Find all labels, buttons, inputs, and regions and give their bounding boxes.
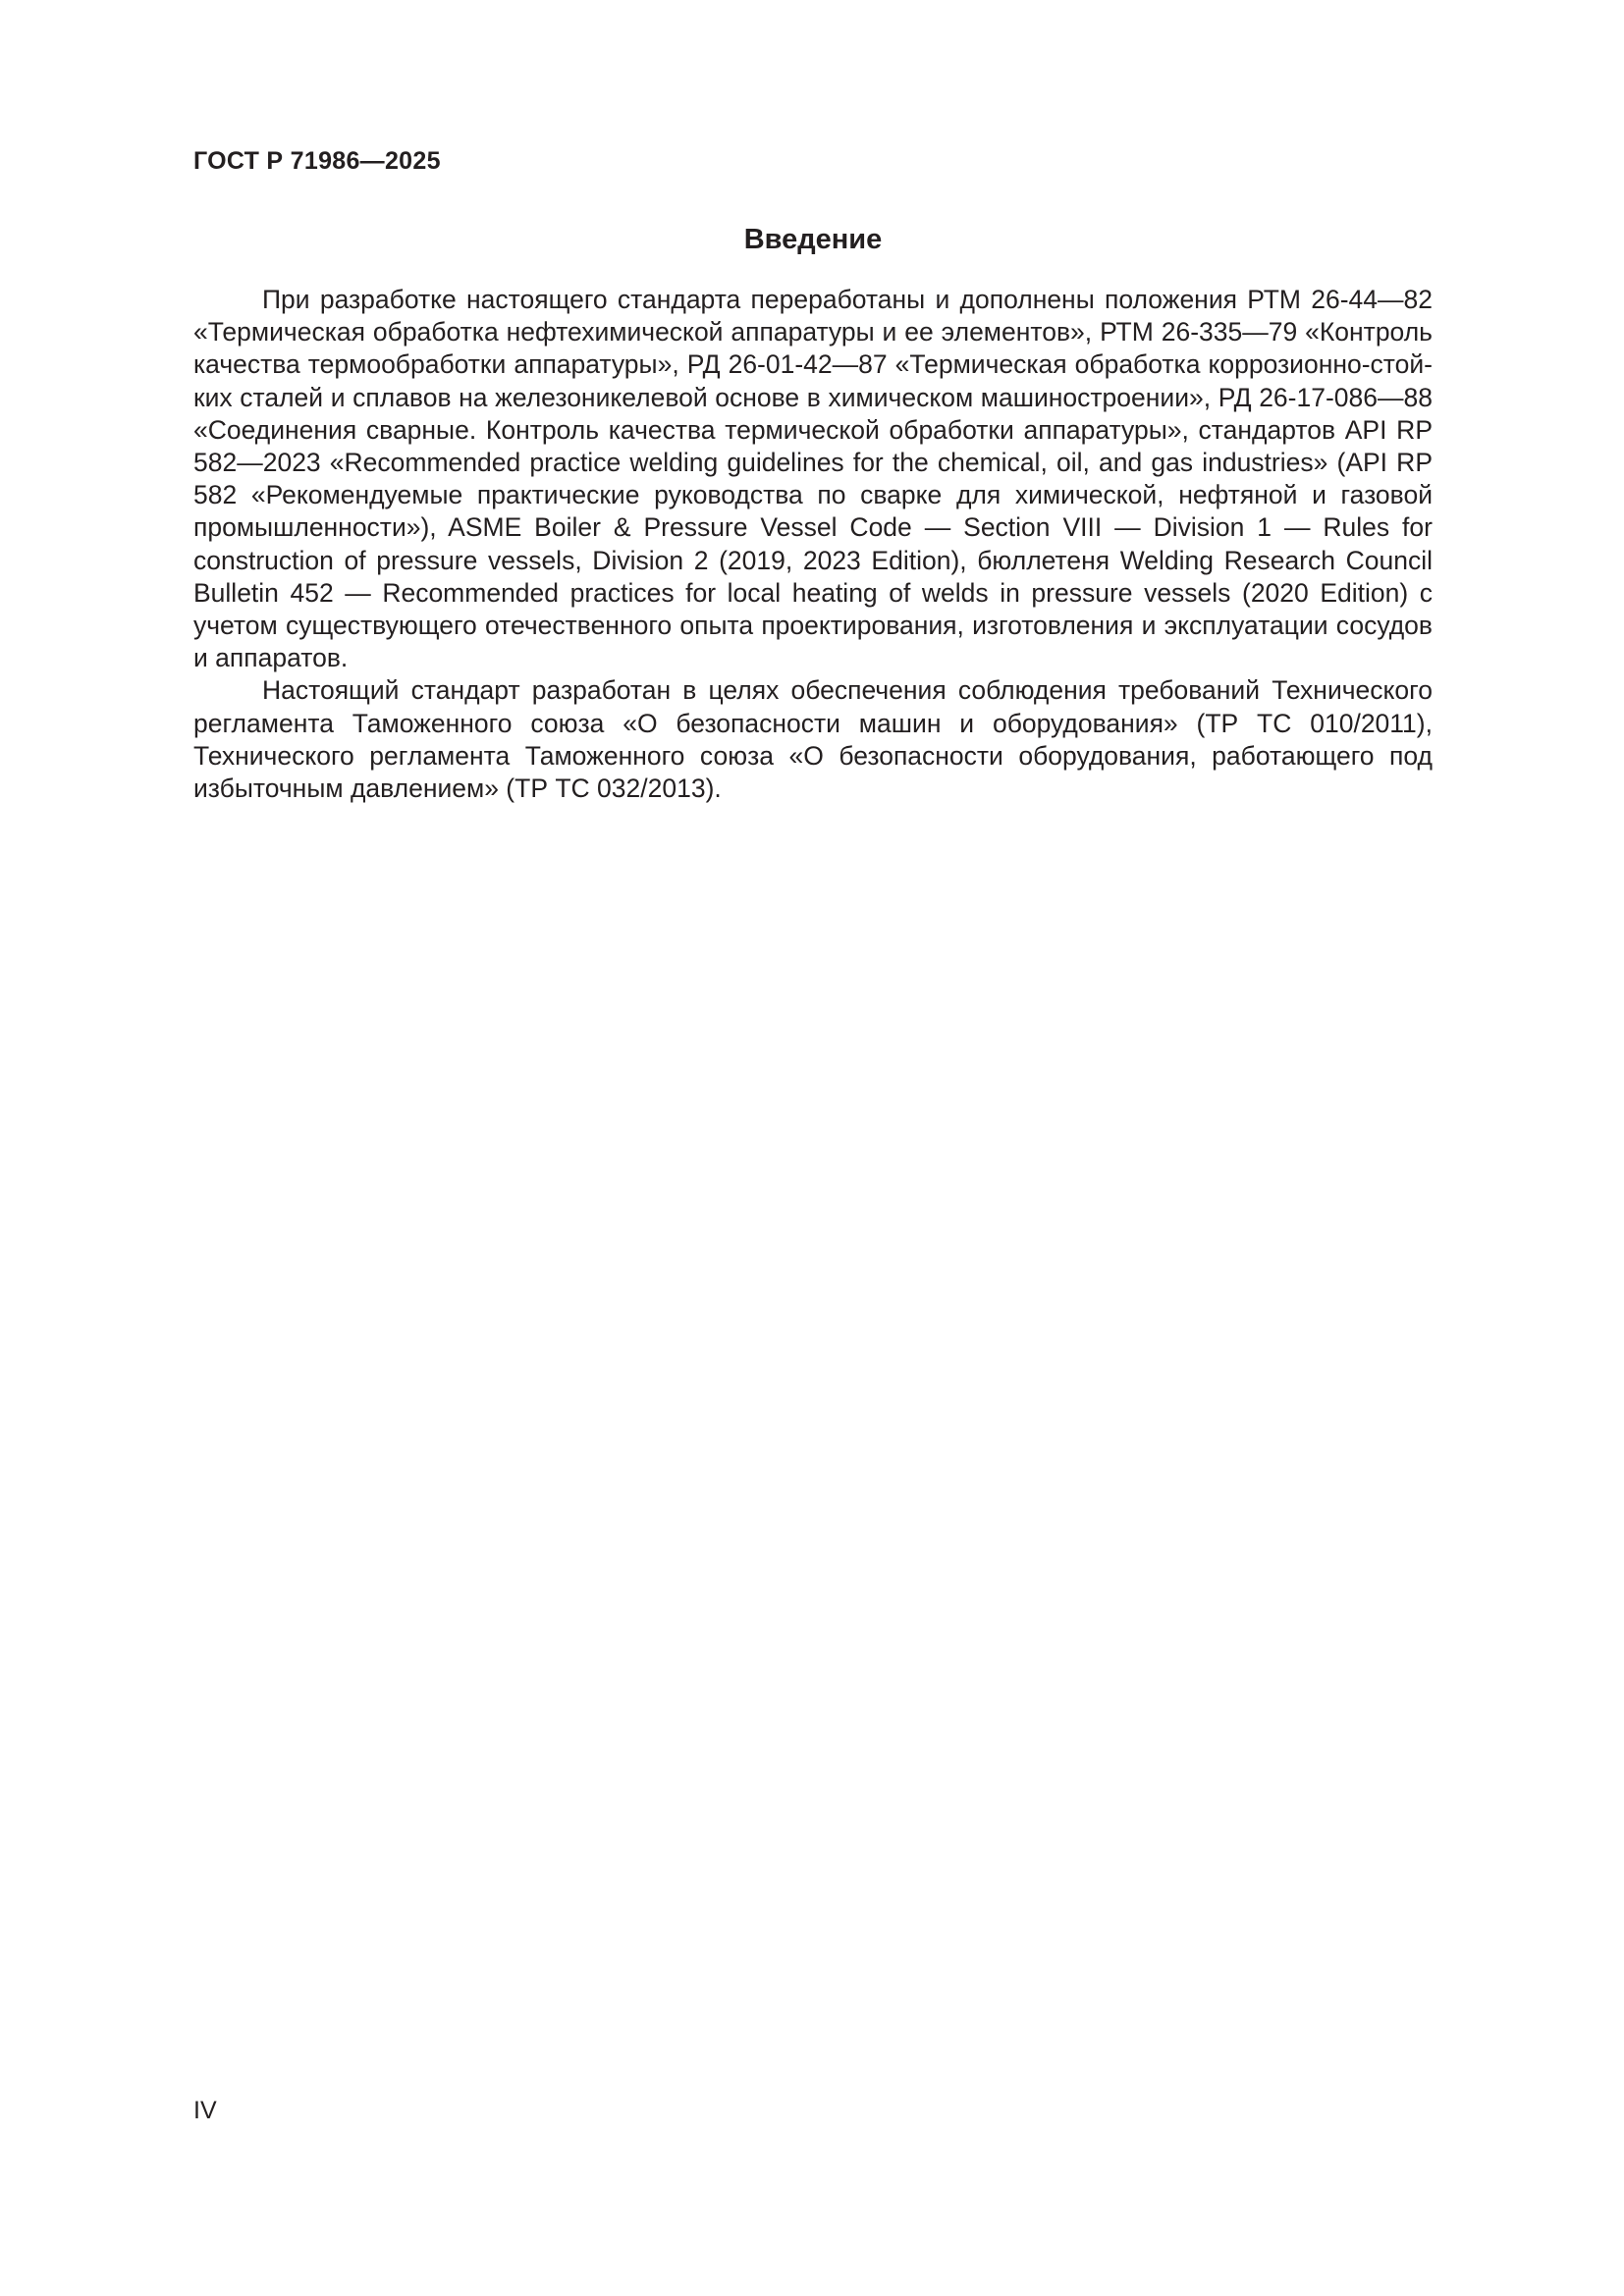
body-text [193, 284, 1433, 805]
section-title: Введение [743, 224, 883, 255]
paragraph-2: Настоящий стандарт разработан в целях обеспечения соблюдения требований Технического регламента Таможенного союза «О безопасности машин и оборудования» (ТР ТС 010/2011), Технического регламента Таможенного союза «О безопасности оборудования, работающего под избыточным давлением» (ТР ТС 032/2013). [193, 675, 1433, 804]
paragraph-1: При разработке настоящего стандарта переработаны и дополнены положения РТМ 26-44—82 «Термическая обработка нефтехимической аппаратуры и ее элементов», РТМ 26-335—79 «Контроль качества термообработки аппаратуры», РД 26-01-42—87 «Термическая обработка коррозионно-стойких сталей и сплавов на железоникелевой основе в химическом машиностроении», РД 26-17-086—88 «Соединения сварные. Контроль качества термической обработки аппаратуры», стандартов API RP 582—2023 «Recommended practice welding guidelines for the chemical, oil, and gas industries» (API RP 582 «Рекомендуемые практические руководства по сварке для химической, нефтяной и газовой промышленности»), ASME Boiler & Pressure Vessel Code — Section VIII — Division 1 — Rules for construction of pressure vessels, Division 2 (2019, 2023 Edition), бюллетеня Welding Research Council Bulletin 452 — Recommended practices for local heating of welds in pressure vessels (2020 Edition) с учетом существующего отечественного опыта проектирования, изготовления и эксплуатации сосудов и аппаратов. [193, 285, 1433, 673]
document-code: ГОСТ Р 71986—2025 [193, 147, 441, 175]
page-number: IV [193, 2097, 217, 2124]
